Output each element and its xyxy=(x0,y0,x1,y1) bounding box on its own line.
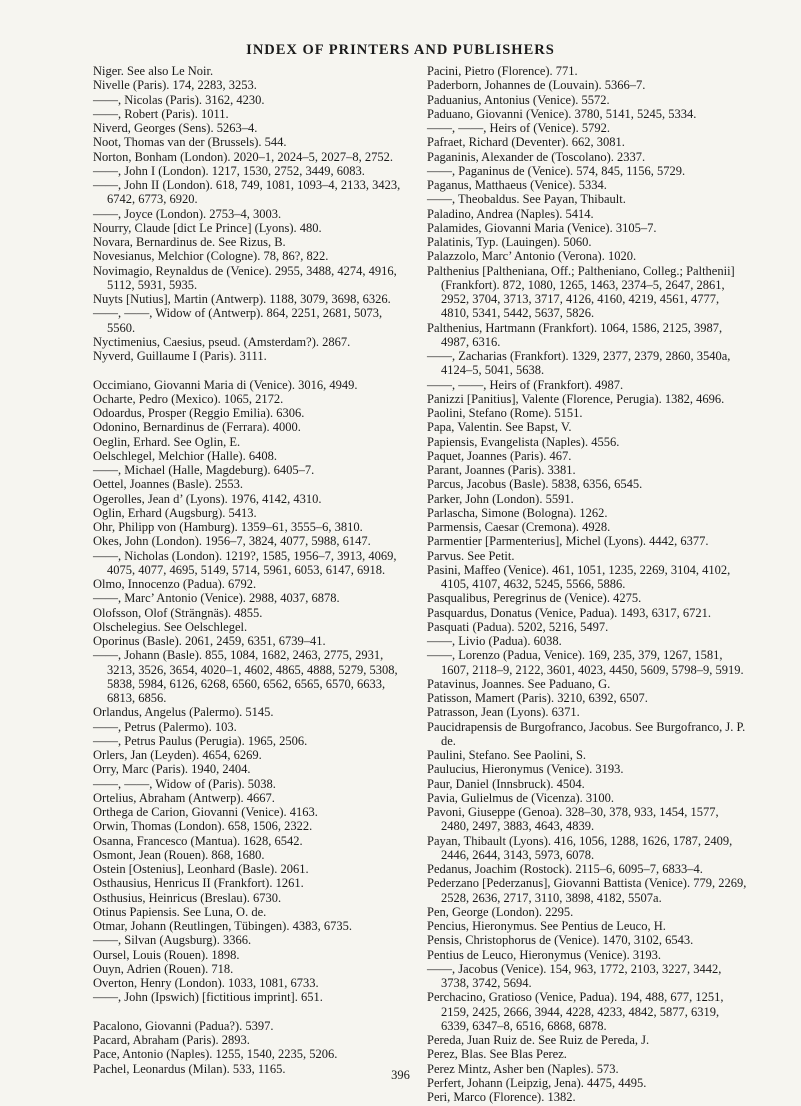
section-gap xyxy=(93,363,413,377)
index-entry: Overton, Henry (London). 1033, 1081, 6733. xyxy=(93,976,319,990)
index-entry: Pavia, Gulielmus de (Vicenza). 3100. xyxy=(427,790,615,805)
index-entry: Paganinis, Alexander de (Toscolano). 2337. xyxy=(427,149,646,164)
index-entry: Nivelle (Paris). 174, 2283, 3253. xyxy=(93,78,257,93)
index-entry: ——, Zacharias (Frankfort). 1329, 2377, 2379, 2860, 3540a, 4124–5, 5041, 5638. xyxy=(427,349,731,378)
index-entry: Orwin, Thomas (London). 658, 1506, 2322. xyxy=(93,819,313,834)
index-entry: Orthega de Carion, Giovanni (Venice). 4163. xyxy=(93,805,318,819)
index-entry: Papiensis, Evangelista (Naples). 4556. xyxy=(427,434,620,449)
index-entry: ——, Robert (Paris). 1011. xyxy=(93,106,229,121)
left-index-column xyxy=(93,64,413,1076)
index-entry: Patisson, Mamert (Paris). 3210, 6392, 6507. xyxy=(427,691,648,705)
index-entry: Parker, John (London). 5591. xyxy=(427,491,574,506)
index-entry: Patrasson, Jean (Lyons). 6371. xyxy=(427,705,580,720)
index-entry: ——, John II (London). 618, 749, 1081, 1093–4, 2133, 3423, 6742, 6773, 6920. xyxy=(93,178,401,207)
section-gap xyxy=(93,1005,413,1019)
index-entry: Parmentier [Parmenterius], Michel (Lyons). 4442, 6377. xyxy=(427,534,709,549)
page-number: 396 xyxy=(391,1068,410,1082)
index-entry: Parant, Joannes (Paris). 3381. xyxy=(427,463,576,477)
index-entry: Oursel, Louis (Rouen). 1898. xyxy=(93,947,240,962)
index-entry: ——, Livio (Padua). 6038. xyxy=(427,634,562,648)
index-entry: Pensis, Christophorus de (Venice). 1470, 3102, 6543. xyxy=(427,933,694,948)
index-entry: ——, Theobaldus. See Payan, Thibault. xyxy=(427,192,626,207)
index-entry: ——, Lorenzo (Padua, Venice). 169, 235, 379, 1267, 1581, 1607, 2118–9, 2122, 3601, 4023, 4450, 5609, 5798–9, 5919. xyxy=(427,648,744,677)
index-entry: Palthenius, Hartmann (Frankfort). 1064, 1586, 2125, 3987, 4987, 6316. xyxy=(427,320,723,349)
index-entry: Ostein [Ostenius], Leonhard (Basle). 2061. xyxy=(93,862,309,876)
index-entry: Paduano, Giovanni (Venice). 3780, 5141, 5245, 5334. xyxy=(427,106,697,121)
index-entry: Paquet, Joannes (Paris). 467. xyxy=(427,448,572,463)
index-entry: Ortelius, Abraham (Antwerp). 4667. xyxy=(93,790,275,805)
index-entry: Palamides, Giovanni Maria (Venice). 3105–7. xyxy=(427,220,657,235)
index-entry: ——, Marc’ Antonio (Venice). 2988, 4037, 6878. xyxy=(93,591,340,606)
index-entry: Panizzi [Panitius], Valente (Florence, Perugia). 1382, 4696. xyxy=(427,391,725,406)
index-entry: Ohr, Philipp von (Hamburg). 1359–61, 3555–6, 3810. xyxy=(93,520,363,534)
index-entry: Palthenius [Paltheniana, Off.; Paltheniano, Colleg.; Palthenii] (Frankfort). 872, 1080, 1265, 1463, 2374–5, 2647, 2861, 2952, 3704, 3713, 3717, 4126, 4160, 4219, 4561, 4777, 4810, 5341, 5442, 5637, 5826. xyxy=(427,263,735,321)
index-entry: Osanna, Francesco (Mantua). 1628, 6542. xyxy=(93,833,303,848)
index-entry: Paderborn, Johannes de (Louvain). 5366–7. xyxy=(427,78,646,93)
index-entry: Ocharte, Pedro (Mexico). 1065, 2172. xyxy=(93,391,284,406)
index-entry: Pasini, Maffeo (Venice). 461, 1051, 1235, 2269, 3104, 4102, 4105, 4107, 4632, 5245, 5566, 5886. xyxy=(427,562,731,591)
index-entry: Oelschlegel, Melchior (Halle). 6408. xyxy=(93,448,277,463)
index-entry: Odoardus, Prosper (Reggio Emilia). 6306. xyxy=(93,406,305,420)
index-entry: Novara, Bernardinus de. See Rizus, B. xyxy=(93,235,286,249)
index-entry: Pacalono, Giovanni (Padua?). 5397. xyxy=(93,1018,274,1033)
index-entry: Pedanus, Joachim (Rostock). 2115–6, 6095–7, 6833–4. xyxy=(427,862,703,876)
index-entry: ——, ——, Heirs of (Venice). 5792. xyxy=(427,121,610,135)
index-entry: ——, Paganinus de (Venice). 574, 845, 1156, 5729. xyxy=(427,163,686,178)
index-entry: ——, ——, Widow of (Antwerp). 864, 2251, 2681, 5073, 5560. xyxy=(93,306,383,335)
index-entry: Palatinis, Typ. (Lauingen). 5060. xyxy=(427,235,592,249)
index-entry: Pereda, Juan Ruiz de. See Ruiz de Pereda, J. xyxy=(427,1033,650,1047)
index-entry: Otmar, Johann (Reutlingen, Tübingen). 4383, 6735. xyxy=(93,919,352,933)
index-entry: ——, Nicholas (London). 1219?, 1585, 1956–7, 3913, 4069, 4075, 4077, 4695, 5149, 5714, 5961, 6053, 6147, 6918. xyxy=(93,548,397,577)
index-entry: Osthusius, Heinricus (Breslau). 6730. xyxy=(93,890,282,905)
index-entry: Pavoni, Giuseppe (Genoa). 328–30, 378, 933, 1454, 1577, 2480, 2497, 3883, 4643, 4839. xyxy=(427,805,719,834)
index-entry: Ouyn, Adrien (Rouen). 718. xyxy=(93,961,234,976)
index-entry: Paduanius, Antonius (Venice). 5572. xyxy=(427,92,610,107)
index-entry: Olofsson, Olof (Strängnäs). 4855. xyxy=(93,605,263,620)
index-entry: Parcus, Jacobus (Basle). 5838, 6356, 6545. xyxy=(427,477,643,492)
index-entry: Niverd, Georges (Sens). 5263–4. xyxy=(93,121,258,135)
index-entry: Osmont, Jean (Rouen). 868, 1680. xyxy=(93,847,265,862)
index-entry: ——, Petrus (Palermo). 103. xyxy=(93,719,237,734)
index-entry: Noot, Thomas van der (Brussels). 544. xyxy=(93,135,287,150)
index-entry: ——, John I (London). 1217, 1530, 2752, 3449, 6083. xyxy=(93,163,365,178)
index-entry: Pafraet, Richard (Deventer). 662, 3081. xyxy=(427,135,625,150)
index-entry: Pen, George (London). 2295. xyxy=(427,904,574,919)
index-entry: ——, Joyce (London). 2753–4, 3003. xyxy=(93,206,282,221)
index-entry: Perez, Blas. See Blas Perez. xyxy=(427,1047,567,1062)
index-entry: Pencius, Hieronymus. See Pentius de Leuco, H. xyxy=(427,919,666,933)
index-entry: Pacini, Pietro (Florence). 771. xyxy=(427,64,578,78)
index-entry: Perfert, Johann (Leipzig, Jena). 4475, 4495. xyxy=(427,1075,647,1090)
index-entry: Paulini, Stefano. See Paolini, S. xyxy=(427,748,587,762)
index-entry: Niger. See also Le Noir. xyxy=(93,64,214,78)
index-entry: Palazzolo, Marc’ Antonio (Verona). 1020. xyxy=(427,249,637,264)
index-entry: Nyctimenius, Caesius, pseud. (Amsterdam?). 2867. xyxy=(93,334,351,349)
index-entry: Otinus Papiensis. See Luna, O. de. xyxy=(93,904,267,919)
index-entry: Novimagio, Reynaldus de (Venice). 2955, 3488, 4274, 4916, 5112, 5931, 5935. xyxy=(93,263,397,292)
index-entry: Oeglin, Erhard. See Oglin, E. xyxy=(93,434,241,449)
index-entry: Oporinus (Basle). 2061, 2459, 6351, 6739–41. xyxy=(93,634,326,648)
index-entry: Perez Mintz, Asher ben (Naples). 573. xyxy=(427,1061,619,1076)
index-entry: ——, Silvan (Augsburg). 3366. xyxy=(93,933,252,948)
page-title: INDEX OF PRINTERS AND PUBLISHERS xyxy=(246,42,555,58)
index-entry: ——, Jacobus (Venice). 154, 963, 1772, 2103, 3227, 3442, 3738, 3742, 5694. xyxy=(427,961,722,990)
index-entry: Pentius de Leuco, Hieronymus (Venice). 3193. xyxy=(427,947,661,962)
index-entry: ——, ——, Heirs of (Frankfort). 4987. xyxy=(427,377,624,392)
index-entry: Olschelegius. See Oelschlegel. xyxy=(93,619,248,634)
index-entry: Odonino, Bernardinus de (Ferrara). 4000. xyxy=(93,420,301,435)
index-entry: Okes, John (London). 1956–7, 3824, 4077, 5988, 6147. xyxy=(93,534,371,549)
index-entry: Paucidrapensis de Burgofranco, Jacobus. See Burgofranco, J. P. de. xyxy=(427,719,746,748)
index-entry: Nourry, Claude [dict Le Prince] (Lyons). 480. xyxy=(93,220,322,235)
index-entry: Patavinus, Joannes. See Paduano, G. xyxy=(427,676,611,691)
index-entry: ——, Johann (Basle). 855, 1084, 1682, 2463, 2775, 2931, 3213, 3526, 3654, 4020–1, 4602, 4865, 4888, 5279, 5308, 5838, 5984, 6126, 6268, 6560, 6562, 6565, 6570, 6633, 6813, 6856. xyxy=(93,648,398,705)
index-entry: ——, John (Ipswich) [fictitious imprint]. 651. xyxy=(93,990,323,1005)
index-entry: Pasqualibus, Peregrinus de (Venice). 4275. xyxy=(427,591,642,606)
index-entry: Orry, Marc (Paris). 1940, 2404. xyxy=(93,762,251,777)
index-entry: Parvus. See Petit. xyxy=(427,548,515,563)
index-entry: Pederzano [Pederzanus], Giovanni Battista (Venice). 779, 2269, 2528, 2636, 2717, 3110, 3898, 4182, 5507a. xyxy=(427,876,747,905)
index-entry: Perchacino, Gratioso (Venice, Padua). 194, 488, 677, 1251, 2159, 2425, 2666, 3944, 4228, 4233, 4842, 5877, 6319, 6339, 6347–8, 6516, 6868, 6878. xyxy=(427,990,724,1033)
right-index-column xyxy=(427,64,747,1104)
index-entry: Pace, Antonio (Naples). 1255, 1540, 2235, 5206. xyxy=(93,1047,338,1062)
index-entry: ——, Petrus Paulus (Perugia). 1965, 2506. xyxy=(93,733,308,748)
index-entry: ——, ——, Widow of (Paris). 5038. xyxy=(93,776,276,791)
index-entry: Payan, Thibault (Lyons). 416, 1056, 1288, 1626, 1787, 2409, 2446, 2644, 3143, 5973, 6078. xyxy=(427,833,733,862)
index-entry: Olmo, Innocenzo (Padua). 6792. xyxy=(93,577,257,591)
index-entry: Parmensis, Caesar (Cremona). 4928. xyxy=(427,520,611,534)
index-entry: Occimiano, Giovanni Maria di (Venice). 3016, 4949. xyxy=(93,377,358,392)
index-entry: Paganus, Matthaeus (Venice). 5334. xyxy=(427,178,607,192)
index-entry: Paolini, Stefano (Rome). 5151. xyxy=(427,406,583,420)
index-entry: Pachel, Leonardus (Milan). 533, 1165. xyxy=(93,1061,286,1076)
index-entry: Paladino, Andrea (Naples). 5414. xyxy=(427,206,594,221)
index-entry: ——, Michael (Halle, Magdeburg). 6405–7. xyxy=(93,463,315,477)
index-entry: Nuyts [Nutius], Martin (Antwerp). 1188, 3079, 3698, 6326. xyxy=(93,292,391,306)
index-entry: Ogerolles, Jean d’ (Lyons). 1976, 4142, 4310. xyxy=(93,491,322,506)
index-entry: Oettel, Joannes (Basle). 2553. xyxy=(93,477,243,492)
index-entry: Osthausius, Henricus II (Frankfort). 1261. xyxy=(93,876,304,891)
index-entry: Pasquati (Padua). 5202, 5216, 5497. xyxy=(427,619,609,634)
index-entry: Novesianus, Melchior (Cologne). 78, 86?, 822. xyxy=(93,249,329,264)
index-entry: Pasquardus, Donatus (Venice, Padua). 1493, 6317, 6721. xyxy=(427,605,711,620)
index-entry: Orlandus, Angelus (Palermo). 5145. xyxy=(93,705,274,720)
index-entry: ——, Nicolas (Paris). 3162, 4230. xyxy=(93,92,265,107)
index-entry: Norton, Bonham (London). 2020–1, 2024–5, 2027–8, 2752. xyxy=(93,149,393,164)
index-entry: Orlers, Jan (Leyden). 4654, 6269. xyxy=(93,748,262,762)
index-entry: Oglin, Erhard (Augsburg). 5413. xyxy=(93,505,257,520)
index-entry: Pacard, Abraham (Paris). 2893. xyxy=(93,1033,250,1047)
index-entry: Parlascha, Simone (Bologna). 1262. xyxy=(427,505,608,520)
index-entry: Paur, Daniel (Innsbruck). 4504. xyxy=(427,776,585,791)
index-entry: Nyverd, Guillaume I (Paris). 3111. xyxy=(93,349,267,363)
index-entry: Paulucius, Hieronymus (Venice). 3193. xyxy=(427,762,624,777)
index-entry: Peri, Marco (Florence). 1382. xyxy=(427,1090,576,1104)
index-entry: Papa, Valentin. See Bapst, V. xyxy=(427,420,572,435)
